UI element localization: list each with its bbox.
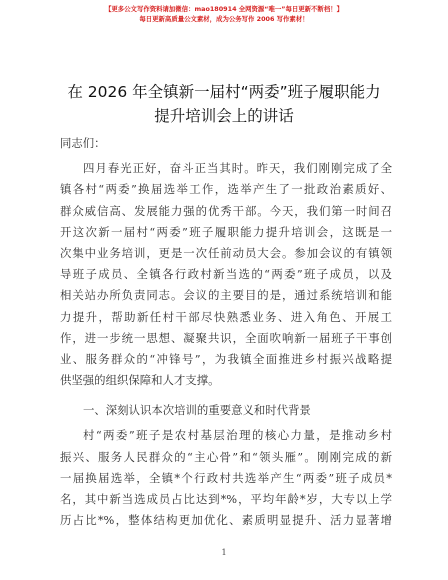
promo-banner-line-2: 每日更新高质量公文素材，成为公务写作 2006 写作素材！ (139, 15, 309, 23)
text-line: 群众威信高、发展能力强的优秀干部。今天，我们第一时间召 (60, 203, 392, 218)
document-title-line-2: 提升培训会上的讲话 (154, 107, 294, 125)
promo-banner (0, 4, 448, 24)
promo-banner-line-1: 【更多公文写作资料请加微信：mao180914 全网资源“唯一”每日更新不断档！】 (105, 5, 343, 13)
text-line: 历占比*%，整体结构更加优化、素质明显提升、活力显著增 (60, 513, 392, 528)
text-line: 作，进一步统一思想、凝聚共识，全面吹响新一届班子干事创 (60, 330, 392, 345)
paragraph-section-1 (60, 425, 392, 531)
text-line: 四月春光正好，奋斗正当其时。昨天，我们刚刚完成了全 (83, 161, 392, 176)
text-line: 业、服务群众的“冲锋号”，为我镇全面推进乡村振兴战略提 (60, 351, 392, 366)
text-line: 开这次新一届村“两委”班子履职能力提升培训会，这既是一 (60, 224, 392, 239)
text-line: 导班子成员、全镇各行政村新当选的“两委”班子成员，以及 (60, 267, 392, 282)
document-title-line-1: 在 2026 年全镇新一届村“两委”班子履职能力 (67, 83, 381, 101)
text-line: 次集中业务培训，更是一次任前动员大会。参加会议的有镇领 (60, 245, 392, 260)
paragraph-intro (60, 158, 392, 391)
text-line: 相关站办所负责同志。会议的主要目的是，通过系统培训和能 (60, 288, 392, 303)
greeting: 同志们： (60, 136, 106, 150)
document-body (60, 133, 392, 531)
section-heading-1: 一、深刻认识本次培训的重要意义和时代背景 (83, 403, 311, 418)
document-title (40, 80, 408, 128)
text-line: 镇各村“两委”换届选举工作，选举产生了一批政治素质好、 (60, 182, 392, 197)
text-line: 一届换届选举，全镇*个行政村共选举产生“两委”班子成员* (60, 470, 392, 485)
text-line: 振兴、服务人民群众的“主心骨”和“领头雁”。刚刚完成的新 (60, 449, 392, 464)
text-line: 村“两委”班子是农村基层治理的核心力量，是推动乡村 (83, 428, 392, 443)
text-line: 名，其中新当选成员占比达到*%，平均年龄*岁，大专以上学 (60, 492, 392, 506)
page-number: 1 (221, 548, 227, 557)
text-line: 力提升，帮助新任村干部尽快熟悉业务、进入角色、开展工 (60, 309, 392, 324)
text-line: 供坚强的组织保障和人才支撑。 (60, 373, 220, 388)
